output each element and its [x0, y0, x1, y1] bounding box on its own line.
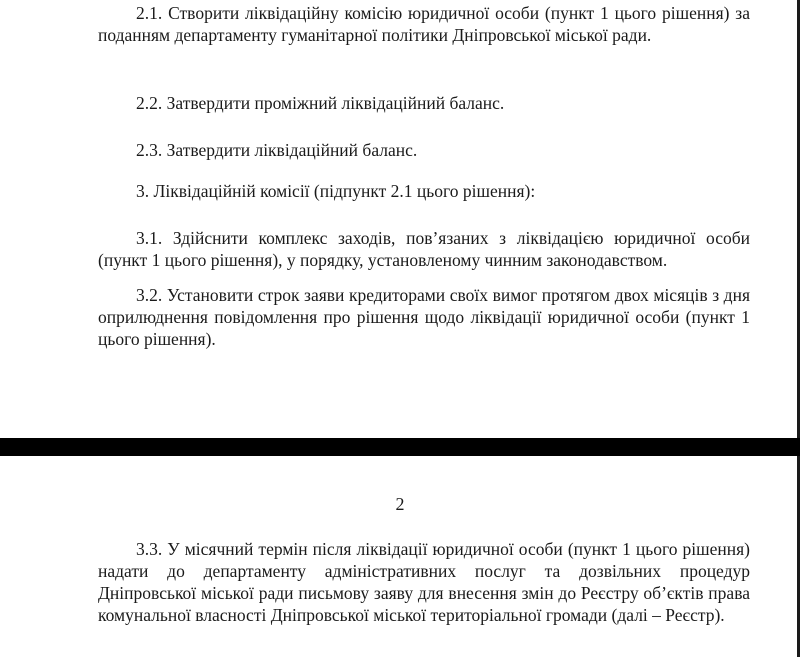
paragraph-3-1: 3.1. Здійснити комплекс заходів, пов’язаних з ліквідацією юридичної особи (пункт 1 цього рішення), у порядку, установленому чинним законодавством.: [98, 228, 750, 270]
paragraph-2-3: 2.3. Затвердити ліквідаційний баланс.: [136, 140, 418, 160]
page-separator: [0, 438, 800, 456]
paragraph-2-1: 2.1. Створити ліквідаційну комісію юридичної особи (пункт 1 цього рішення) за поданням департаменту гуманітарної політики Дніпровської міської ради.: [98, 3, 750, 45]
document-page-2: [0, 456, 800, 657]
paragraph-2-2: 2.2. Затвердити проміжний ліквідаційний баланс.: [136, 93, 505, 113]
paragraph-3-2: 3.2. Установити строк заяви кредиторами своїх вимог протягом двох місяців з дня оприлюднення повідомлення про рішення щодо ліквідації юридичної особи (пункт 1 цього рішення).: [98, 285, 750, 349]
page-number: 2: [395, 494, 405, 514]
paragraph-3: 3. Ліквідаційній комісії (підпункт 2.1 цього рішення):: [136, 181, 536, 201]
paragraph-3-3: 3.3. У місячний термін після ліквідації юридичної особи (пункт 1 цього рішення) надати до департаменту адміністративних послуг та дозвільних процедур Дніпровської міської ради письмову заяву для внесення змін до Реєстру об’єктів права комунальної власності Дніпровської міської територіальної громади (далі – Реєстр).: [98, 539, 750, 625]
